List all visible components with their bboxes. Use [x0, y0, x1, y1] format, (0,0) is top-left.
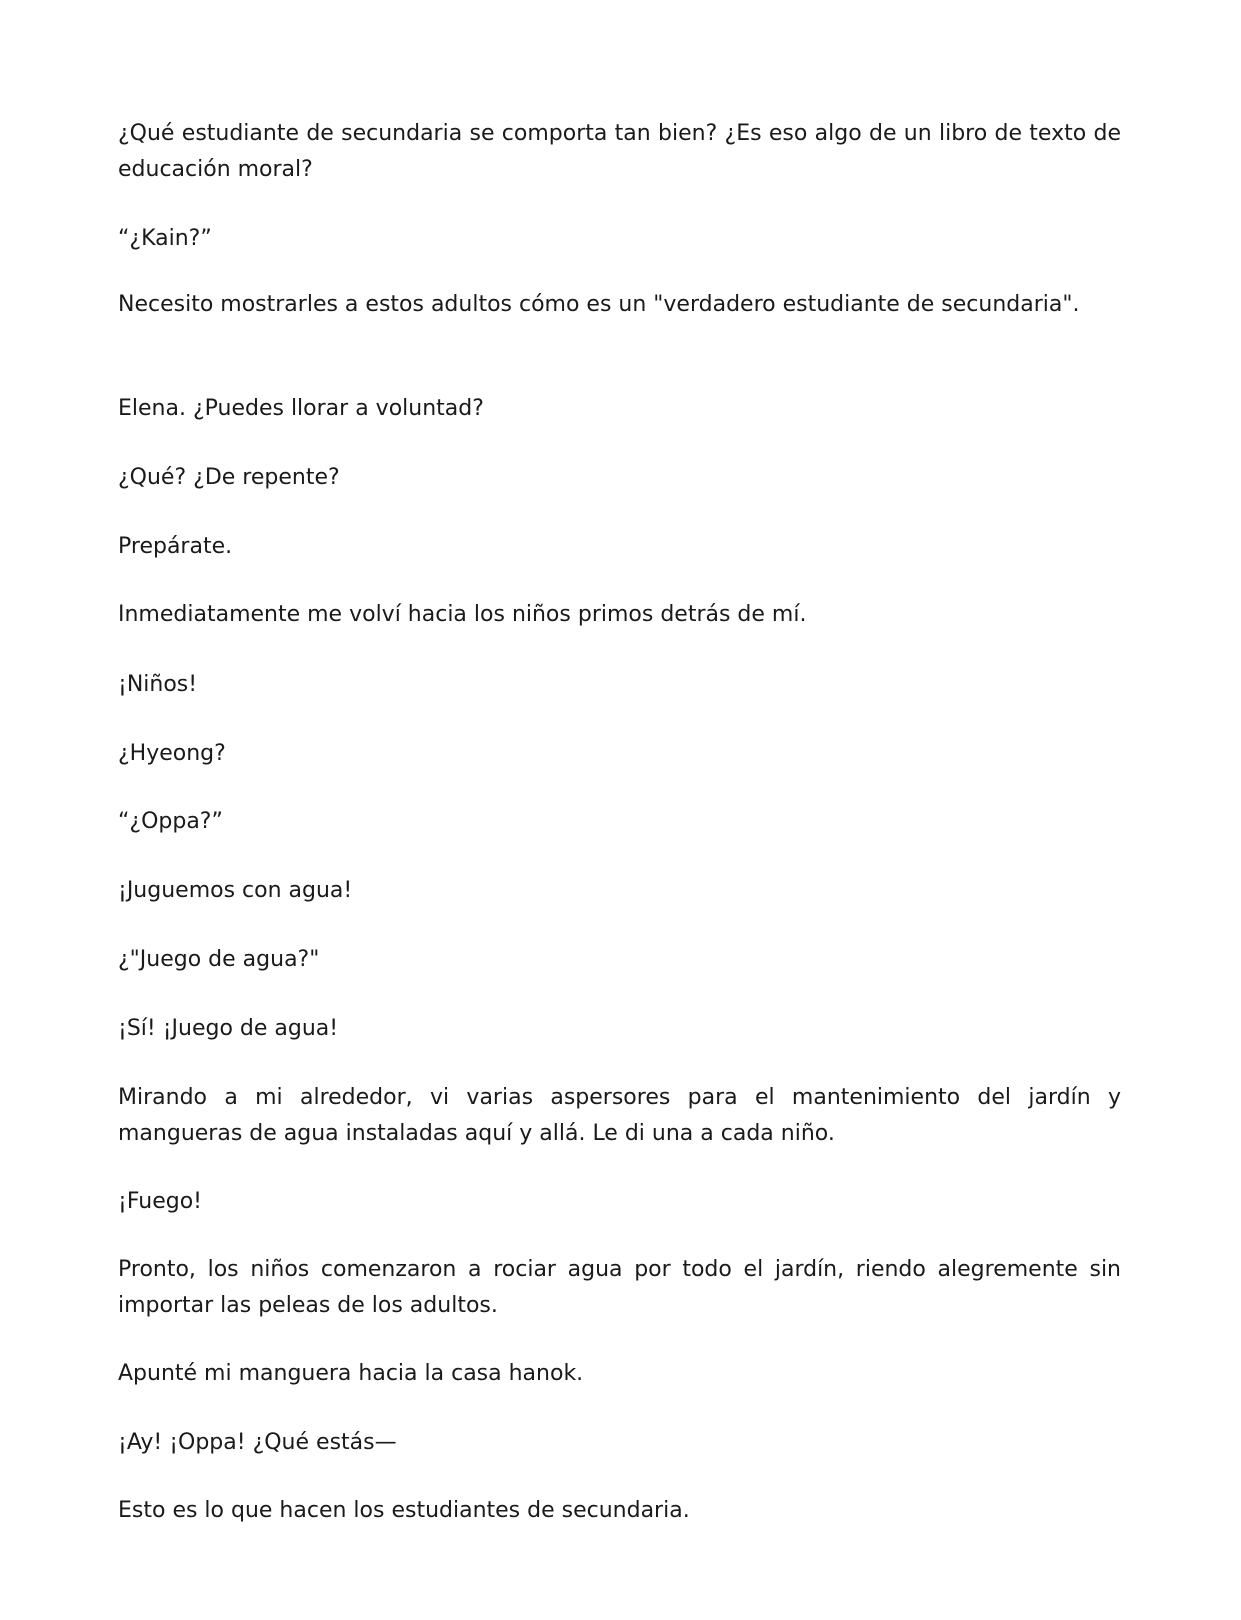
paragraph: ¡Sí! ¡Juego de agua!	[118, 1016, 339, 1041]
paragraph: ¿Qué estudiante de secundaria se comporta tan bien? ¿Es eso algo de un libro de texto de educación moral?	[118, 121, 1121, 182]
paragraph: Apunté mi manguera hacia la casa hanok.	[118, 1361, 584, 1386]
paragraph: “¿Kain?”	[118, 226, 212, 251]
paragraph: Inmediatamente me volví hacia los niños primos detrás de mí.	[118, 602, 807, 627]
paragraph: ¿Hyeong?	[118, 741, 226, 766]
paragraph: ¡Fuego!	[118, 1189, 202, 1214]
paragraph: ¡Niños!	[118, 672, 198, 697]
paragraph: Pronto, los niños comenzaron a rociar agua por todo el jardín, riendo alegremente sin importar las peleas de los adultos.	[118, 1257, 1121, 1318]
paragraph: “¿Oppa?”	[118, 809, 223, 834]
paragraph: ¡Ay! ¡Oppa! ¿Qué estás—	[118, 1430, 397, 1455]
paragraph: ¿Qué? ¿De repente?	[118, 465, 340, 490]
paragraph: Mirando a mi alrededor, vi varias aspersores para el mantenimiento del jardín y mangueras de agua instaladas aquí y allá. Le di una a cada niño.	[118, 1085, 1121, 1146]
paragraph: ¿"Juego de agua?"	[118, 947, 320, 972]
paragraph: Elena. ¿Puedes llorar a voluntad?	[118, 396, 484, 421]
paragraph: Prepárate.	[118, 534, 233, 559]
paragraph: ¡Juguemos con agua!	[118, 878, 353, 903]
paragraph: Esto es lo que hacen los estudiantes de secundaria.	[118, 1498, 690, 1523]
paragraph: Necesito mostrarles a estos adultos cómo es un "verdadero estudiante de secundaria".	[118, 292, 1080, 317]
